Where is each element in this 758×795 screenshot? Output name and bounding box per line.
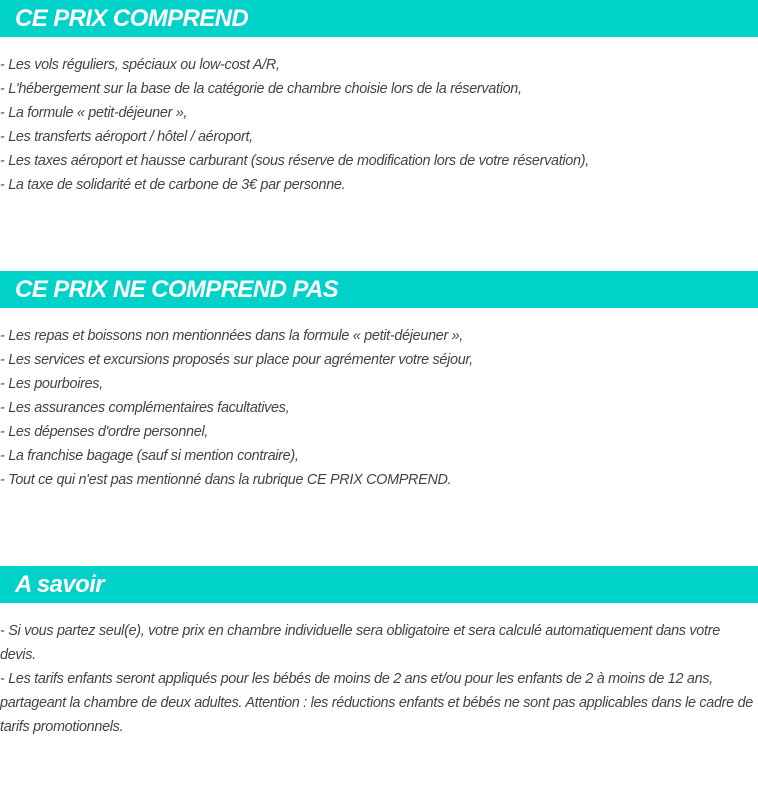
list-item: - Tout ce qui n'est pas mentionné dans la rubrique CE PRIX COMPREND. <box>0 472 452 488</box>
list-item: - Les dépenses d'ordre personnel, <box>0 424 209 440</box>
list-item: - Les services et excursions proposés sur place pour agrémenter votre séjour, <box>0 352 473 368</box>
list-item: - Les taxes aéroport et hausse carburant (sous réserve de modification lors de votre réservation), <box>0 153 589 169</box>
list-item: - Si vous partez seul(e), votre prix en chambre individuelle sera obligatoire et sera calculé automatiquement dans votre devis. <box>0 623 720 663</box>
list-item: - Les assurances complémentaires facultatives, <box>0 400 290 416</box>
list-item: - La franchise bagage (sauf si mention contraire), <box>0 448 299 464</box>
list-item: - La formule « petit-déjeuner », <box>0 105 188 121</box>
included-list <box>0 53 756 197</box>
section-header-not-included <box>0 271 758 308</box>
section-title: CE PRIX COMPREND <box>15 5 249 32</box>
list-item: - Les repas et boissons non mentionnées dans la formule « petit-déjeuner », <box>0 328 464 344</box>
list-item: - Les pourboires, <box>0 376 103 392</box>
list-item: - L'hébergement sur la base de la catégorie de chambre choisie lors de la réservation, <box>0 81 522 97</box>
section-title: CE PRIX NE COMPREND PAS <box>15 276 339 303</box>
section-header-a-savoir <box>0 566 758 603</box>
section-title: A savoir <box>15 571 105 598</box>
list-item: - La taxe de solidarité et de carbone de 3€ par personne. <box>0 177 346 193</box>
section-header-included <box>0 0 758 37</box>
list-item: - Les transferts aéroport / hôtel / aéroport, <box>0 129 253 145</box>
a-savoir-list <box>0 619 756 739</box>
list-item: - Les vols réguliers, spéciaux ou low-cost A/R, <box>0 57 280 73</box>
not-included-list <box>0 324 756 492</box>
list-item: - Les tarifs enfants seront appliqués pour les bébés de moins de 2 ans et/ou pour les enfants de 2 à moins de 12 ans, partageant la chambre de deux adultes. Attention : les réductions enfants et bébés ne sont pas applicables dans le cadre de tarifs promotionnels. <box>0 671 753 735</box>
